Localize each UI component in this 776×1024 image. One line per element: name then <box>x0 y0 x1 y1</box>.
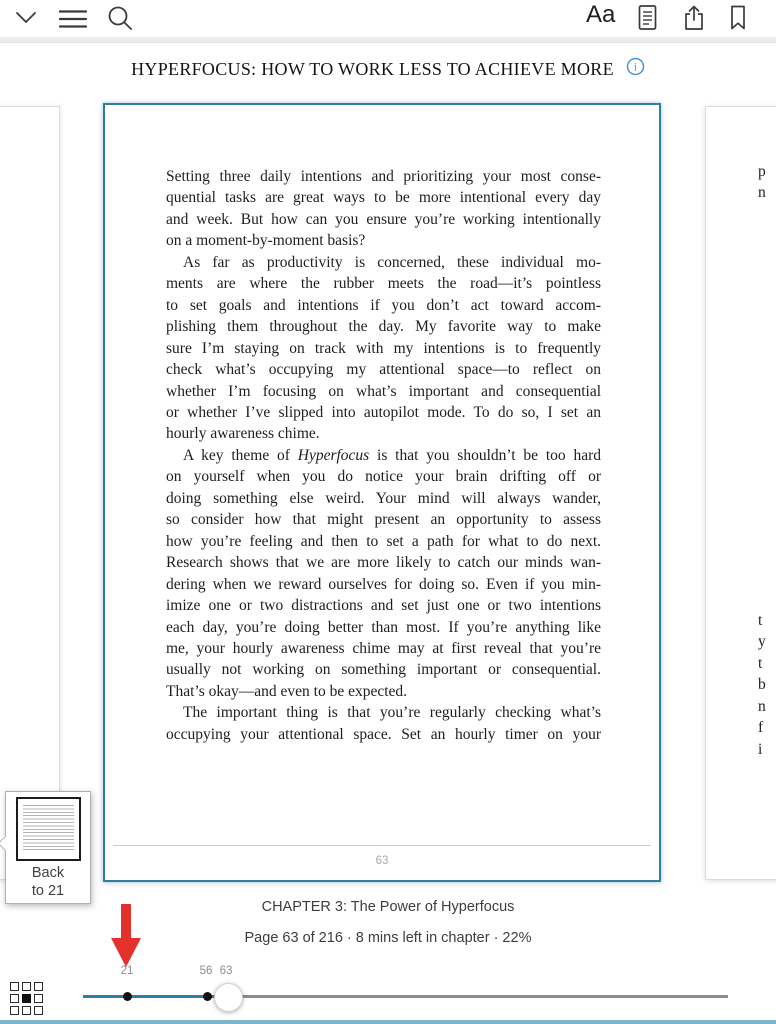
grid-cell <box>34 982 43 991</box>
grid-cell <box>22 982 31 991</box>
book-line: sure I’m staying on track with my intentions is to frequently <box>166 339 601 357</box>
page-number: 63 <box>375 855 389 867</box>
notes-icon[interactable] <box>636 4 660 32</box>
text-fragment: i <box>758 740 763 758</box>
menu-icon[interactable] <box>58 7 88 31</box>
book-line: to set goals and intentions if you don’t act toward accom- <box>166 296 601 314</box>
slider-label: 56 <box>199 965 213 977</box>
slider-label: 63 <box>219 965 233 977</box>
book-header <box>0 57 776 81</box>
book-line: me, your hourly awareness chime may at first reveal that you’re <box>166 639 601 657</box>
book-text <box>166 166 601 745</box>
slider-waypoint-dot <box>123 992 132 1001</box>
slider-waypoint-dot <box>203 992 212 1001</box>
book-line: plishing them throughout the day. My favorite way to make <box>166 318 601 336</box>
grid-cell <box>22 1006 31 1015</box>
book-title: HYPERFOCUS: HOW TO WORK LESS TO ACHIEVE MORE <box>131 58 614 79</box>
text-fragment: y <box>758 633 766 651</box>
book-line: dering when we reward ourselves for doing so. Even if you min- <box>166 575 601 593</box>
book-line: That’s okay—and even to be expected. <box>166 682 408 700</box>
grid-cell <box>34 1006 43 1015</box>
next-page-edge[interactable] <box>705 106 776 880</box>
grid-cell <box>10 982 19 991</box>
text-fragment: n <box>758 697 766 715</box>
grid-cell <box>10 994 19 1003</box>
book-line: each day, you’re doing better than most. If you’re anything like <box>166 618 601 636</box>
back-to-page-thumbnail[interactable] <box>5 791 91 904</box>
book-line: on a moment-by-moment basis? <box>166 232 366 250</box>
back-to-label-line1: Back <box>31 865 65 881</box>
back-to-label-line2: to 21 <box>31 883 65 899</box>
chevron-down-icon[interactable] <box>14 7 38 29</box>
svg-text:i: i <box>633 61 637 74</box>
book-line: or whether I’ve slipped into autopilot mode. To do so, I set an <box>166 403 601 421</box>
book-line: The important thing is that you’re regularly checking what’s <box>183 704 601 722</box>
red-arrow-annotation <box>111 904 141 972</box>
slider-track-remaining[interactable] <box>228 995 728 998</box>
reading-progress-text: Page 63 of 216 · 8 mins left in chapter · 22% <box>244 930 532 946</box>
grid-cell <box>34 994 43 1003</box>
top-toolbar <box>0 0 776 37</box>
grid-cell <box>10 1006 19 1015</box>
book-line: usually not working on something important or consequential. <box>166 661 601 679</box>
book-line: ments are where the rubber meets the road—it’s pointless <box>166 275 601 293</box>
book-line: A key theme of Hyperfocus is that you shouldn’t be too hard <box>183 446 601 464</box>
font-settings-button[interactable]: Aa <box>586 1 616 28</box>
book-line: on yourself when you do notice your brain drifting off or <box>166 468 601 486</box>
book-line: Research shows that we are more likely to catch our minds wan- <box>166 554 601 572</box>
search-icon[interactable] <box>106 4 134 32</box>
slider-handle[interactable] <box>214 983 243 1012</box>
current-page <box>103 103 661 882</box>
book-line: so consider how that might present an opportunity to assess <box>166 511 601 529</box>
info-icon[interactable] <box>626 57 645 81</box>
book-line: occupying your attentional space. Set an hourly timer on your <box>166 725 601 743</box>
right-page-frag-bottom <box>758 610 766 760</box>
book-line: and week. But how can you ensure you’re working intentionally <box>166 210 601 228</box>
book-line: As far as productivity is concerned, these individual mo- <box>183 253 601 271</box>
thumbnail-mini-page <box>16 797 81 861</box>
text-fragment: p <box>758 163 766 180</box>
bookmark-icon[interactable] <box>727 4 749 31</box>
right-page-frag-top <box>758 161 766 204</box>
grid-cell-active <box>22 994 31 1003</box>
book-line: hourly awareness chime. <box>166 425 320 443</box>
book-line: quential tasks are great ways to be more intentional every day <box>166 189 601 207</box>
book-line: doing something else weird. Your mind will always wander, <box>166 489 601 507</box>
text-fragment: n <box>758 184 766 202</box>
text-fragment: t <box>758 654 763 672</box>
grid-view-button[interactable] <box>10 982 43 1015</box>
book-line: check what’s occupying my attentional space—to reflect on <box>166 361 601 379</box>
previous-page-edge[interactable] <box>0 106 60 880</box>
book-line: how you’re feeling and then to set a path for what to do next. <box>166 532 601 550</box>
book-line: whether I’m focusing on what’s important and consequential <box>166 382 601 400</box>
page-footer-divider <box>113 845 651 846</box>
thumbnail-text-lines <box>23 805 74 851</box>
book-line: imize one or two distractions and set just one or two intentions <box>166 597 601 615</box>
text-fragment: t <box>758 612 763 629</box>
slider-label: 21 <box>120 965 134 977</box>
chapter-title: CHAPTER 3: The Power of Hyperfocus <box>261 899 515 915</box>
back-to-label <box>6 864 90 900</box>
text-fragment: f <box>758 719 764 737</box>
book-line: Setting three daily intentions and prioritizing your most conse- <box>166 168 601 185</box>
text-fragment: b <box>758 676 766 694</box>
share-icon[interactable] <box>681 4 707 32</box>
bottom-accent-bar <box>0 1020 776 1024</box>
toolbar-divider <box>0 37 776 43</box>
